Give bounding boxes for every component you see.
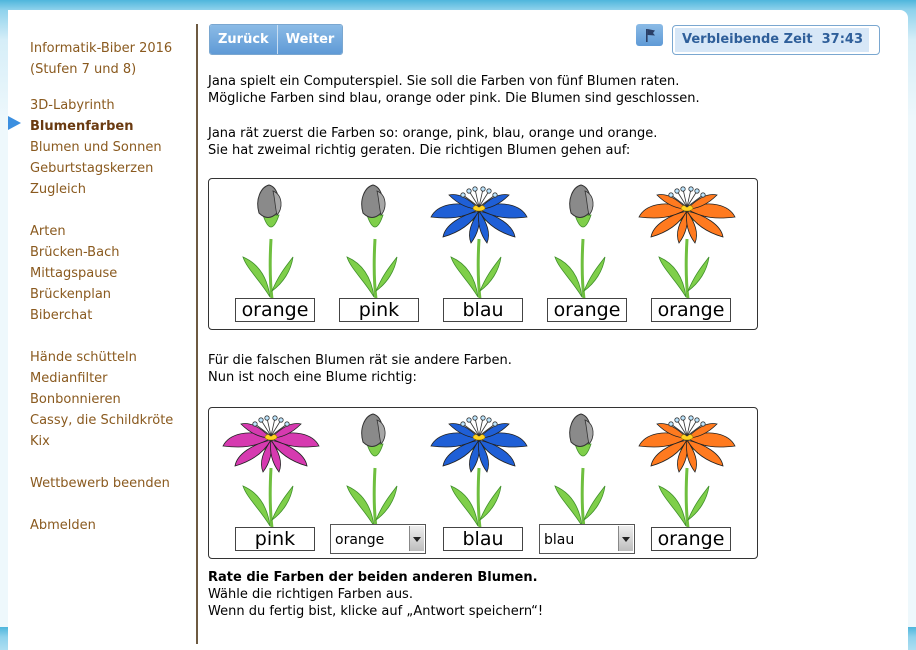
orange-flower-icon [635, 179, 739, 299]
sidebar-item-medianfilter[interactable]: Medianfilter [30, 371, 108, 386]
closed-flower-icon [323, 179, 427, 299]
wrong-text [208, 352, 512, 386]
blue-flower-icon [427, 179, 531, 299]
flower-2-color-select[interactable] [330, 524, 426, 554]
intro-line-1: Jana spielt ein Computerspiel. Sie soll die Farben von fünf Blumen raten. [208, 74, 680, 89]
end-contest-link[interactable]: Wettbewerb beenden [30, 476, 170, 491]
sidebar-item-3d-labyrinth[interactable]: 3D-Labyrinth [30, 98, 115, 113]
sidebar-item-brueckenplan[interactable]: Brückenplan [30, 287, 112, 302]
navigation-buttons [209, 24, 343, 55]
question-heading: Rate die Farben der beiden anderen Blumen. [208, 570, 538, 585]
round-1-panel [208, 178, 758, 330]
flag-icon [636, 24, 663, 46]
sidebar-item-mittagspause[interactable]: Mittagspause [30, 266, 118, 281]
round-1-label-4: orange [547, 298, 627, 322]
guess-line-2: Sie hat zweimal richtig geraten. Die richtigen Blumen gehen auf: [208, 143, 631, 158]
remaining-time-box [672, 25, 880, 55]
contest-title-line2: (Stufen 7 und 8) [30, 62, 137, 77]
contest-title-line1: Informatik-Biber 2016 [30, 41, 173, 56]
closed-flower-icon [531, 179, 635, 299]
remaining-time-label: Verbleibende Zeit [682, 32, 813, 47]
instruction-line-1: Wähle die richtigen Farben aus. [208, 587, 413, 602]
sidebar-item-zugleich[interactable]: Zugleich [30, 182, 87, 197]
task-group-2 [30, 221, 119, 326]
round-1-label-1: orange [235, 298, 315, 322]
instruction-line-2: Wenn du fertig bist, klicke auf „Antwort speichern“! [208, 604, 544, 619]
sidebar-item-biberchat[interactable]: Biberchat [30, 308, 93, 323]
logout-link-wrap [30, 515, 96, 536]
task-group-3 [30, 347, 173, 452]
orange-flower-icon [635, 408, 739, 528]
sidebar-item-bonbonnieren[interactable]: Bonbonnieren [30, 392, 121, 407]
closed-flower-icon [531, 408, 635, 528]
flag-button[interactable] [636, 24, 663, 46]
sidebar-item-cassy[interactable]: Cassy, die Schildkröte [30, 413, 174, 428]
guess-line-1: Jana rät zuerst die Farben so: orange, pink, blau, orange und orange. [208, 126, 658, 141]
round-1-label-2: pink [339, 298, 419, 322]
round-2-panel [208, 407, 758, 559]
round-2-label-1: pink [235, 527, 315, 551]
back-button[interactable]: Zurück [210, 25, 277, 54]
round-1-label-3: blau [443, 298, 523, 322]
blue-flower-icon [427, 408, 531, 528]
sidebar-divider [196, 24, 198, 644]
wrong-line-2: Nun ist noch eine Blume richtig: [208, 370, 417, 385]
chevron-down-icon[interactable] [409, 526, 424, 551]
sidebar-item-kix[interactable]: Kix [30, 434, 50, 449]
task-group-1 [30, 95, 162, 200]
round-2-label-5: orange [651, 527, 731, 551]
sidebar-item-bruecken-bach[interactable]: Brücken-Bach [30, 245, 120, 260]
flower-4-color-select[interactable] [539, 524, 635, 554]
guess-text [208, 125, 657, 159]
intro-line-2: Mögliche Farben sind blau, orange oder pink. Die Blumen sind geschlossen. [208, 91, 700, 106]
flower-2-color-value: orange [335, 532, 385, 548]
wrong-line-1: Für die falschen Blumen rät sie andere Farben. [208, 353, 512, 368]
sidebar-item-geburtstagskerzen[interactable]: Geburtstagskerzen [30, 161, 154, 176]
intro-text [208, 73, 700, 107]
chevron-down-icon[interactable] [618, 526, 633, 551]
round-2-label-3: blau [443, 527, 523, 551]
sidebar-item-haende-schuetteln[interactable]: Hände schütteln [30, 350, 137, 365]
logout-link[interactable]: Abmelden [30, 518, 96, 533]
closed-flower-icon [219, 179, 323, 299]
question-text [208, 569, 543, 620]
closed-flower-icon [323, 408, 427, 528]
remaining-time-bar [675, 28, 869, 52]
contest-title [30, 38, 172, 80]
flower-4-color-value: blau [544, 532, 575, 548]
round-1-label-5: orange [651, 298, 731, 322]
end-contest-link-wrap [30, 473, 170, 494]
pink-flower-icon [219, 408, 323, 528]
sidebar-item-arten[interactable]: Arten [30, 224, 66, 239]
sidebar-item-blumen-und-sonnen[interactable]: Blumen und Sonnen [30, 140, 162, 155]
next-button[interactable]: Weiter [277, 25, 343, 54]
current-task-arrow-icon [8, 116, 21, 130]
sidebar-item-blumenfarben[interactable]: Blumenfarben [30, 119, 134, 134]
remaining-time-value: 37:43 [821, 32, 863, 47]
